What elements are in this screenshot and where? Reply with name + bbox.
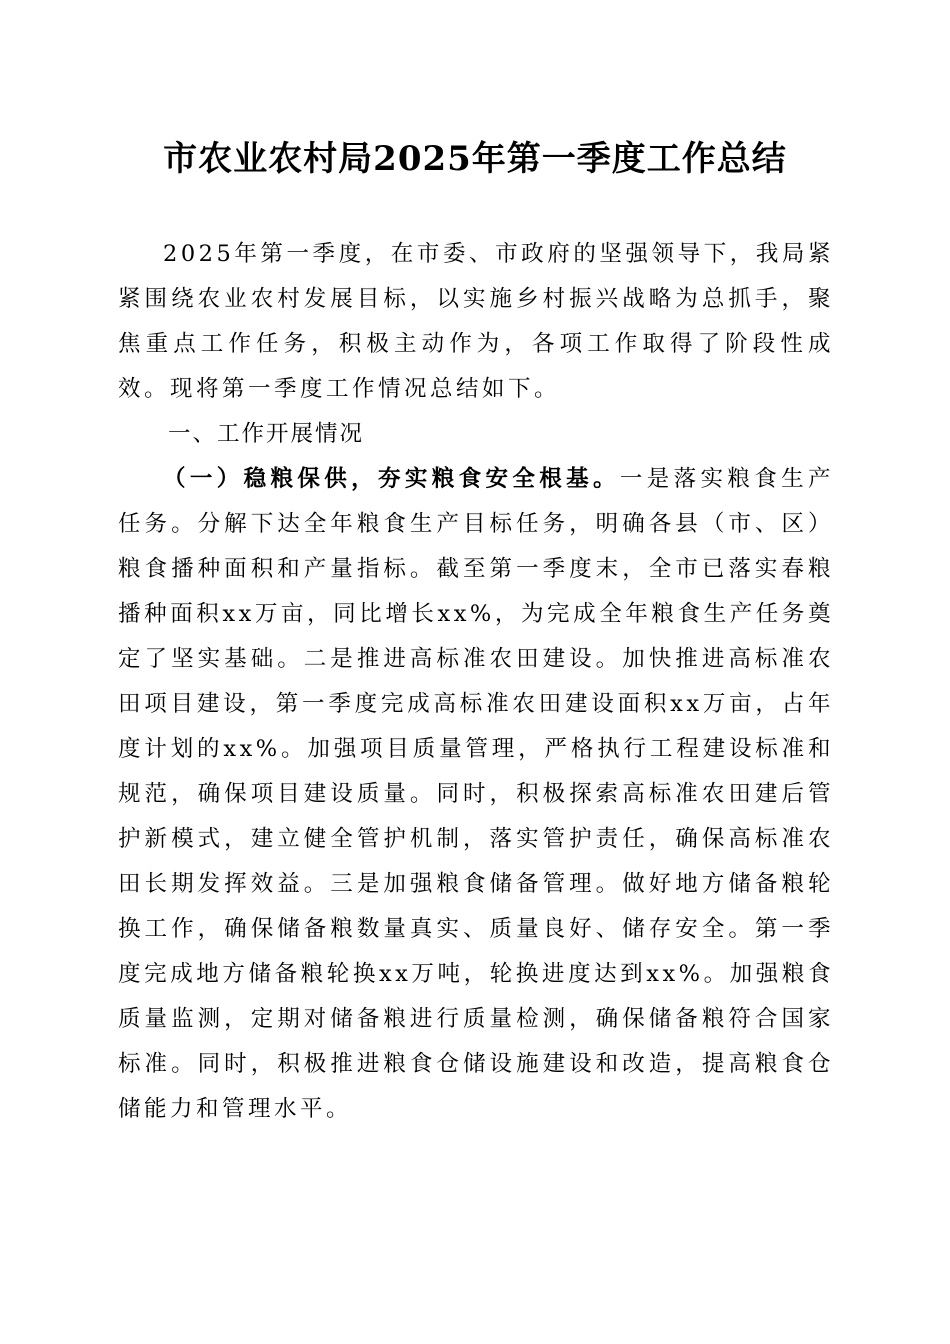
subsection-paragraph bbox=[118, 457, 834, 1132]
intro-paragraph: 2025年第一季度，在市委、市政府的坚强领导下，我局紧紧围绕农业农村发展目标，以实施乡村振兴战略为总抓手，聚焦重点工作任务，积极主动作为，各项工作取得了阶段性成效。现将第一季度工作情况总结如下。 bbox=[118, 241, 834, 402]
subsection-heading: （一）稳粮保供，夯实粮食安全根基。 bbox=[163, 466, 620, 492]
section-heading: 一、工作开展情况 bbox=[168, 421, 365, 447]
document-title: 市农业农村局2025年第一季度工作总结 bbox=[163, 139, 787, 179]
document-body bbox=[118, 232, 834, 1132]
subsection-body: 一是落实粮食生产任务。分解下达全年粮食生产目标任务，明确各县（市、区）粮食播种面积和产量指标。截至第一季度末，全市已落实春粮播种面积xx万亩，同比增长xx%，为完成全年粮食生产任务奠定了坚实基础。二是推进高标准农田建设。加快推进高标准农田项目建设，第一季度完成高标准农田建设面积xx万亩，占年度计划的xx%。加强项目质量管理，严格执行工程建设标准和规范，确保项目建设质量。同时，积极探索高标准农田建后管护新模式，建立健全管护机制，落实管护责任，确保高标准农田长期发挥效益。三是加强粮食储备管理。做好地方储备粮轮换工作，确保储备粮数量真实、质量良好、储存安全。第一季度完成地方储备粮轮换xx万吨，轮换进度达到xx%。加强粮食质量监测，定期对储备粮进行质量检测，确保储备粮符合国家标准。同时，积极推进粮食仓储设施建设和改造，提高粮食仓储能力和管理水平。 bbox=[118, 466, 834, 1122]
